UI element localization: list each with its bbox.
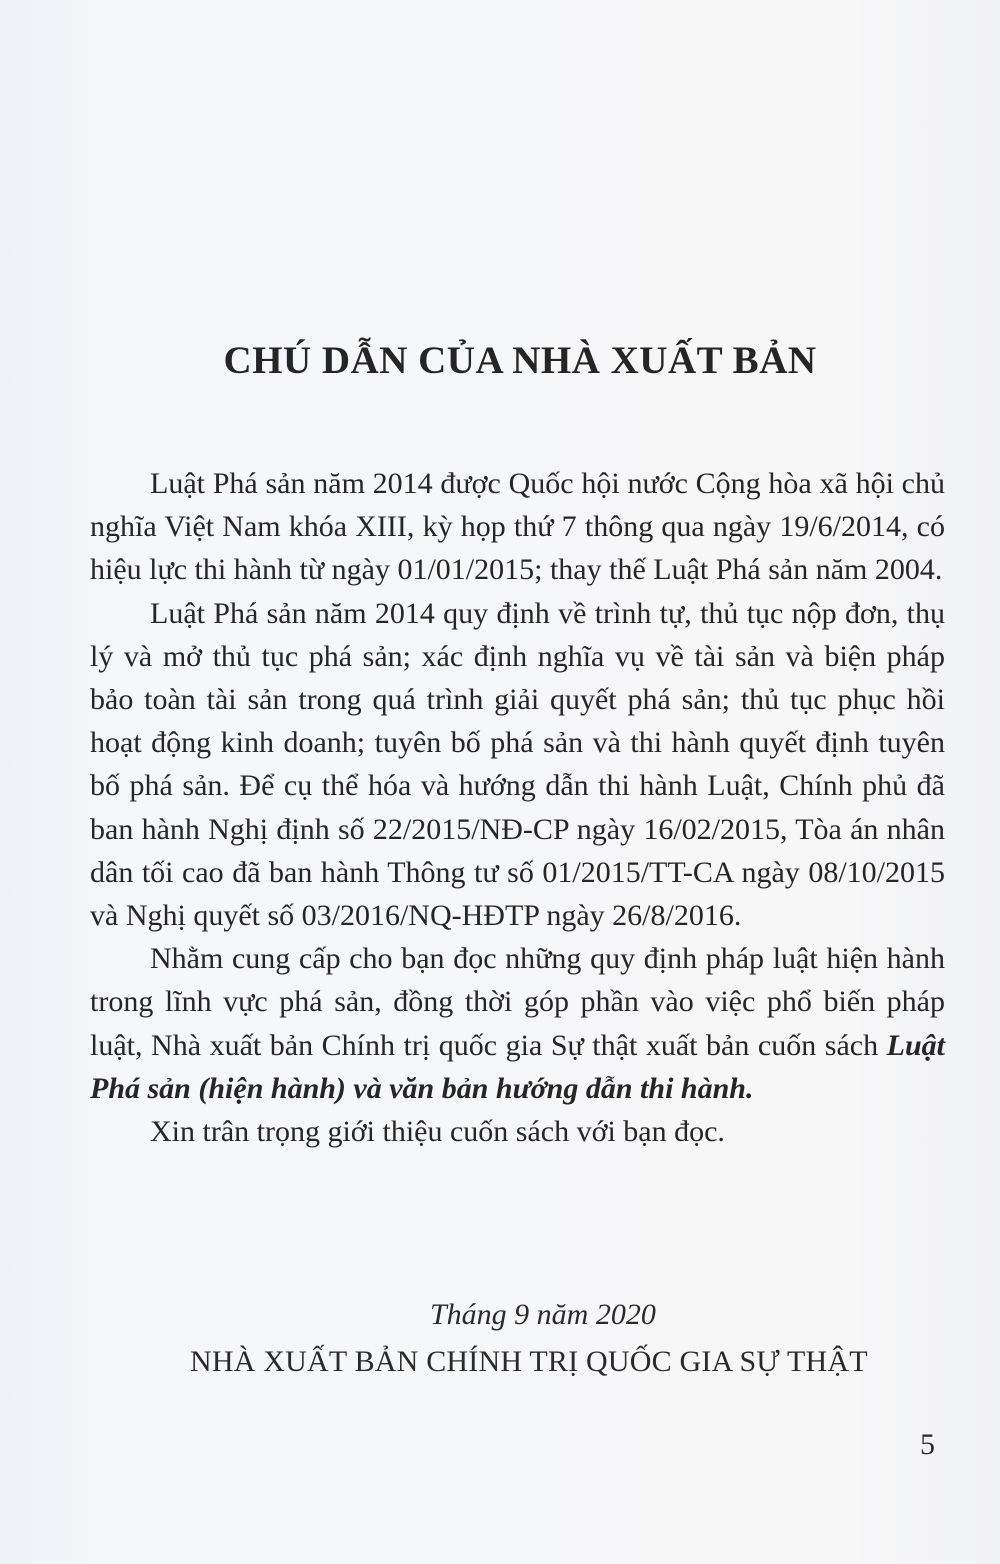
signature-publisher: NHÀ XUẤT BẢN CHÍNH TRỊ QUỐC GIA SỰ THẬT (190, 1345, 868, 1378)
book-title: Luật Phá sản (hiện hành) và văn bản hướng dẫn thi hành. (90, 1028, 945, 1105)
signature-date: Tháng 9 năm 2020 (430, 1298, 656, 1331)
paragraph-4: Xin trân trọng giới thiệu cuốn sách với bạn đọc. (150, 1115, 725, 1149)
page-number: 5 (920, 1428, 935, 1461)
paragraph-1: Luật Phá sản năm 2014 được Quốc hội nước Cộng hòa xã hội chủ nghĩa Việt Nam khóa XIII, kỳ họp thứ 7 thông qua ngày 19/6/2014, có hiệu lực thi hành từ ngày 01/01/2015; thay thế Luật Phá sản năm 2004. (90, 467, 945, 587)
page-heading: CHÚ DẪN CỦA NHÀ XUẤT BẢN (223, 339, 817, 382)
paragraph-2: Luật Phá sản năm 2014 quy định về trình tự, thủ tục nộp đơn, thụ lý và mở thủ tục phá sản; xác định nghĩa vụ về tài sản và biện pháp bảo toàn tài sản trong quá trình giải quyết phá sản; thủ tục phục hồi hoạt động kinh doanh; tuyên bố phá sản và thi hành quyết định tuyên bố phá sản. Để cụ thể hóa và hướng dẫn thi hành Luật, Chính phủ đã ban hành Nghị định số 22/2015/NĐ-CP ngày 16/02/2015, Tòa án nhân dân tối cao đã ban hành Thông tư số 01/2015/TT-CA ngày 08/10/2015 và Nghị quyết số 03/2016/NQ-HĐTP ngày 26/8/2016. (90, 596, 945, 933)
body-text (90, 462, 945, 1153)
paragraph-3-lead: Nhằm cung cấp cho bạn đọc những quy định pháp luật hiện hành trong lĩnh vực phá sản, đồng thời góp phần vào việc phổ biến pháp luật, Nhà xuất bản Chính trị quốc gia Sự thật xuất bản cuốn sách (90, 942, 945, 1062)
paragraph-3 (90, 937, 945, 1110)
